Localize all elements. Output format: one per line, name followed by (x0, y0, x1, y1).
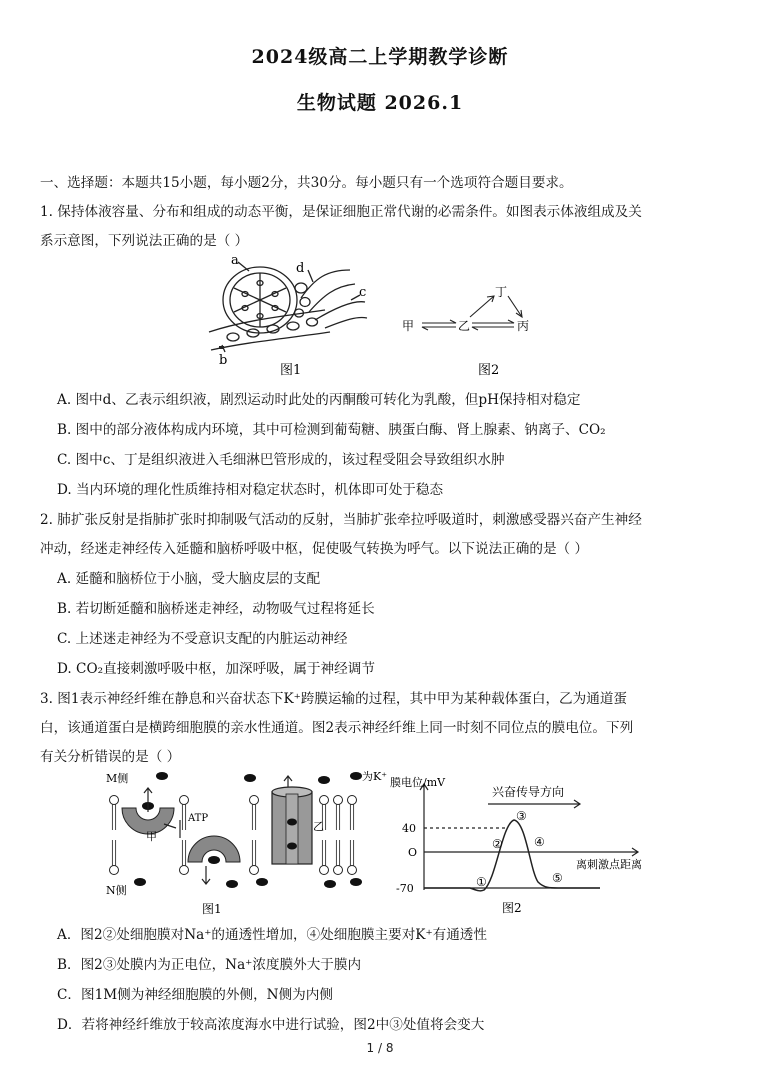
lipid-head (320, 866, 329, 875)
q3-option-c: C．图1M侧为神经细胞膜的外侧，N侧为内侧 (57, 987, 333, 1003)
q2-option-c: C. 上述迷走神经为不受意识支配的内脏运动神经 (57, 631, 348, 647)
q1-option-b: B. 图中的部分液体构成内环境，其中可检测到葡萄糖、胰蛋白酶、肾上腺素、钠离子、CO₂ (57, 422, 606, 438)
section-heading: 一、选择题：本题共15小题，每小题2分，共30分。每小题只有一个选项符合题目要求。 (40, 175, 573, 191)
q3-stem-line-3: 有关分析错误的是（ ） (40, 749, 181, 765)
point-4: ④ (534, 835, 545, 849)
q1-label-a: a (231, 253, 239, 268)
q1-stem-line-2: 系示意图，下列说法正确的是（ ） (40, 233, 249, 249)
q3-option-a: A．图2②处细胞膜对Na⁺的通透性增加，④处细胞膜主要对K⁺有通透性 (57, 927, 487, 943)
lipid-head (348, 796, 357, 805)
jia-label: 甲 (146, 830, 157, 843)
q1-fig1-caption: 图1 (280, 363, 302, 378)
q1-label-b: b (219, 353, 228, 368)
q1-figure-2 (400, 282, 550, 380)
q2-stem-line-1: 2. 肺扩张反射是指肺扩张时抑制吸气活动的反射，当肺扩张牵拉呼吸道时，刺激感受器兴奋产生神经 (40, 512, 642, 528)
q2-option-b: B. 若切断延髓和脑桥迷走神经，动物吸气过程将延长 (57, 601, 375, 617)
q1-figure-1 (205, 250, 385, 380)
tick-0: O (408, 846, 418, 859)
q3-figure-1-membrane (100, 766, 388, 918)
q1-label-ding: 丁 (495, 285, 508, 299)
lipid-head (180, 866, 189, 875)
point-1: ① (476, 875, 487, 889)
lipid-head (334, 866, 343, 875)
lipid-head (250, 866, 259, 875)
q2-option-a: A. 延髓和脑桥位于小脑，受大脑皮层的支配 (57, 571, 321, 587)
q1-stem-line-1: 1. 保持体液容量、分布和组成的动态平衡，是保证细胞正常代谢的必需条件。如图表示体液组成及关 (40, 204, 642, 220)
lipid-head (110, 796, 119, 805)
q1-label-d: d (296, 261, 305, 276)
lipid-head (250, 796, 259, 805)
point-3: ③ (516, 809, 527, 823)
q1-option-a: A. 图中d、乙表示组织液，剧烈运动时此处的丙酮酸可转化为乳酸，但pH保持相对稳定 (57, 392, 581, 408)
lipid-head (110, 866, 119, 875)
q3-option-b: B．图2③处膜内为正电位，Na⁺浓度膜外大于膜内 (57, 957, 362, 973)
k-legend: 为K⁺ (362, 770, 388, 783)
q2-stem-line-2: 冲动，经迷走神经传入延髓和脑桥呼吸中枢，促使吸气转换为呼气。以下说法正确的是（ ） (40, 541, 589, 557)
q1-label-bing: 丙 (517, 319, 530, 333)
tick-40: 40 (402, 822, 416, 835)
atp-label: ATP (188, 813, 209, 824)
lipid-head (348, 866, 357, 875)
yi-label: 乙 (313, 820, 324, 833)
m-side-label: M侧 (106, 772, 129, 785)
q3-fig2-caption: 图2 (502, 901, 522, 915)
q3-fig1-caption: 图1 (202, 902, 222, 916)
point-5: ⑤ (552, 871, 563, 885)
page-number: 1 / 8 (366, 1041, 394, 1055)
q2-option-d: D. CO₂直接刺激呼吸中枢，加深呼吸，属于神经调节 (57, 661, 375, 677)
q1-option-d: D. 当内环境的理化性质维持相对稳定状态时，机体即可处于稳态 (57, 482, 444, 498)
x-axis-label: 离刺激点距离 (576, 858, 642, 871)
n-side-label: N侧 (106, 884, 127, 897)
tick-minus-70: -70 (396, 882, 414, 895)
q1-label-c: c (359, 285, 367, 300)
exam-title: 2024级高二上学期教学诊断 (251, 46, 509, 68)
direction-label: 兴奋传导方向 (492, 785, 565, 799)
point-2: ② (492, 837, 503, 851)
q3-figure-2-potential (388, 770, 648, 920)
channel-protein (272, 787, 312, 864)
q1-label-yi: 乙 (458, 319, 471, 333)
q3-option-d: D．若将神经纤维放于较高浓度海水中进行试验，图2中③处值将会变大 (57, 1017, 485, 1033)
q3-stem-line-2: 白，该通道蛋白是横跨细胞膜的亲水性通道。图2表示神经纤维上同一时刻不同位点的膜电位。下列 (40, 720, 634, 736)
q1-option-c: C. 图中c、丁是组织液进入毛细淋巴管形成的，该过程受阻会导致组织水肿 (57, 452, 505, 468)
q1-fig2-caption: 图2 (478, 363, 500, 378)
q3-stem-line-1: 3. 图1表示神经纤维在静息和兴奋状态下K⁺跨膜运输的过程，其中甲为某种载体蛋白，乙为通道蛋 (40, 691, 628, 707)
y-axis-label: 膜电位/mV (390, 776, 446, 789)
exam-subtitle: 生物试题 2026.1 (296, 92, 464, 114)
carrier-protein-bottom (188, 836, 240, 864)
lipid-head (334, 796, 343, 805)
q1-label-jia: 甲 (402, 319, 415, 333)
lipid-head (320, 796, 329, 805)
lipid-head (180, 796, 189, 805)
